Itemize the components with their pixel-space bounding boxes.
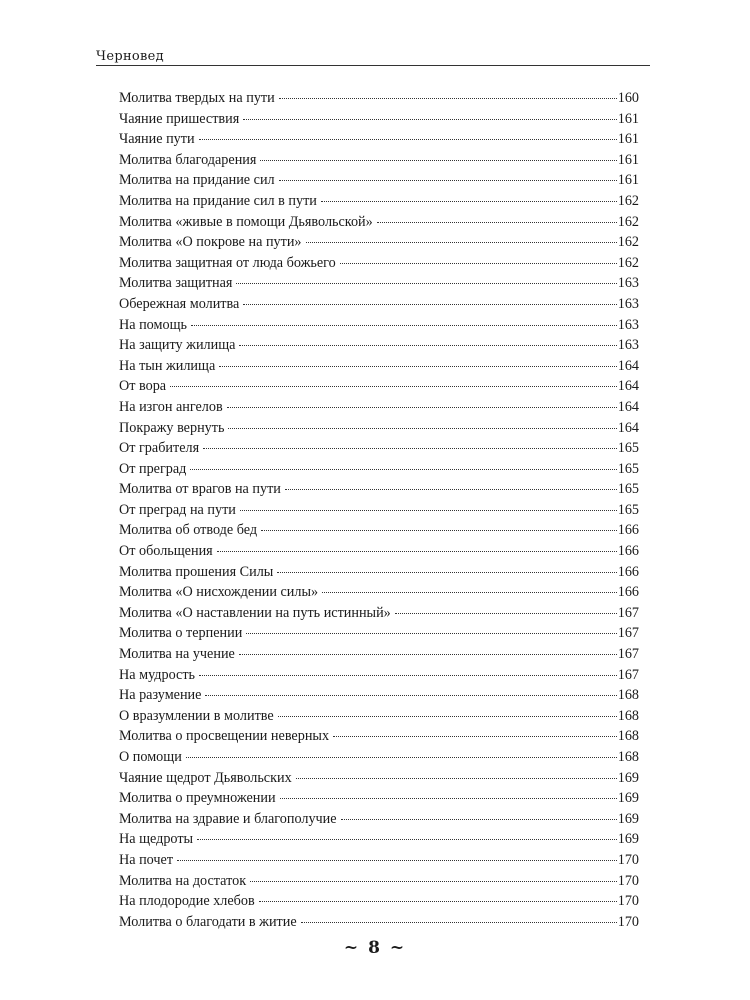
toc-entry — [119, 603, 639, 624]
dot-leader — [259, 901, 617, 902]
dot-leader — [261, 530, 617, 531]
dot-leader — [246, 633, 616, 634]
toc-entry-page: 170 — [617, 913, 639, 930]
toc-entry-title: Молитва «О наставлении на путь истинный» — [119, 604, 391, 621]
toc-entry-title: О вразумлении в молитве — [119, 707, 274, 724]
toc-entry — [119, 273, 639, 294]
toc-entry — [119, 520, 639, 541]
dot-leader — [377, 222, 617, 223]
toc-entry-title: Молитва от врагов на пути — [119, 481, 281, 498]
toc-entry-page: 166 — [617, 584, 639, 601]
dot-leader — [228, 428, 616, 429]
toc-entry-title: На защиту жилища — [119, 337, 236, 354]
toc-entry-page: 163 — [617, 295, 639, 312]
toc-entry — [119, 891, 639, 912]
toc-entry — [119, 871, 639, 892]
toc-entry-page: 162 — [617, 213, 639, 230]
toc-entry-title: Молитва на придание сил в пути — [119, 192, 317, 209]
toc-entry-title: Чаяние пути — [119, 131, 195, 148]
dot-leader — [322, 592, 617, 593]
toc-entry — [119, 191, 639, 212]
toc-entry-page: 168 — [617, 707, 639, 724]
toc-entry-page: 170 — [617, 851, 639, 868]
toc-entry-title: Молитва о преумножении — [119, 790, 276, 807]
toc-entry-title: Молитва об отводе бед — [119, 522, 258, 539]
toc-entry — [119, 232, 639, 253]
toc-entry — [119, 582, 639, 603]
dot-leader — [280, 798, 617, 799]
dot-leader — [170, 386, 617, 387]
dot-leader — [205, 695, 616, 696]
header-rule — [96, 65, 650, 66]
toc-entry-page: 167 — [617, 625, 639, 642]
toc-entry-page: 164 — [617, 398, 639, 415]
toc-entry-title: Молитва на достаток — [119, 872, 247, 889]
toc-entry-title: Молитва о просвещении неверных — [119, 728, 330, 745]
toc-entry-page: 170 — [617, 893, 639, 910]
toc-entry — [119, 706, 639, 727]
dot-leader — [243, 119, 616, 120]
toc-entry-title: Молитва о терпении — [119, 625, 243, 642]
toc-entry — [119, 850, 639, 871]
dot-leader — [239, 654, 617, 655]
dot-leader — [341, 819, 617, 820]
dot-leader — [279, 98, 617, 99]
toc-entry — [119, 88, 639, 109]
toc-entry-title: На почет — [119, 851, 174, 868]
toc-entry-title: Молитва о благодати в житие — [119, 913, 297, 930]
toc-entry-title: Молитва «живые в помощи Дьявольской» — [119, 213, 373, 230]
toc-entry-page: 168 — [617, 687, 639, 704]
dot-leader — [177, 860, 617, 861]
toc-entry — [119, 912, 639, 933]
toc-entry-page: 165 — [617, 501, 639, 518]
toc-entry-title: На мудрость — [119, 666, 195, 683]
toc-entry — [119, 459, 639, 480]
toc-entry-title: Чаяние щедрот Дьявольских — [119, 769, 292, 786]
toc-entry-page: 162 — [617, 192, 639, 209]
toc-entry-title: От преград — [119, 460, 187, 477]
dot-leader — [260, 160, 616, 161]
toc-entry — [119, 726, 639, 747]
dot-leader — [296, 778, 617, 779]
dot-leader — [199, 675, 617, 676]
dot-leader — [333, 736, 617, 737]
toc-entry-title: Молитва благодарения — [119, 151, 257, 168]
toc-entry-page: 166 — [617, 522, 639, 539]
dot-leader — [240, 510, 617, 511]
toc-entry-title: Молитва «О покрове на пути» — [119, 234, 302, 251]
toc-entry — [119, 562, 639, 583]
toc-entry-page: 164 — [617, 419, 639, 436]
dot-leader — [340, 263, 617, 264]
toc-entry-page: 161 — [617, 172, 639, 189]
toc-entry-title: Молитва защитная — [119, 275, 233, 292]
toc-entry-title: Молитва на придание сил — [119, 172, 275, 189]
toc-entry-page: 165 — [617, 440, 639, 457]
toc-entry-title: На щедроты — [119, 831, 194, 848]
page-number: ~ 8 ~ — [343, 938, 407, 958]
toc-entry — [119, 809, 639, 830]
toc-entry-title: Молитва защитная от люда божьего — [119, 254, 336, 271]
toc-entry-title: На разумение — [119, 687, 202, 704]
dot-leader — [191, 325, 617, 326]
toc-entry-page: 161 — [617, 110, 639, 127]
toc-entry-page: 167 — [617, 666, 639, 683]
toc-entry-title: От грабителя — [119, 440, 200, 457]
toc-entry — [119, 129, 639, 150]
toc-entry-page: 164 — [617, 357, 639, 374]
toc-entry-title: Молитва на учение — [119, 646, 235, 663]
toc-entry — [119, 479, 639, 500]
toc-entry — [119, 253, 639, 274]
dot-leader — [199, 139, 617, 140]
toc-entry-title: На изгон ангелов — [119, 398, 223, 415]
dot-leader — [236, 283, 616, 284]
toc-entry-title: Покражу вернуть — [119, 419, 225, 436]
dot-leader — [277, 572, 616, 573]
toc-entry — [119, 418, 639, 439]
toc-entry-page: 163 — [617, 316, 639, 333]
toc-entry-page: 163 — [617, 337, 639, 354]
table-of-contents — [119, 88, 639, 932]
dot-leader — [227, 407, 617, 408]
toc-entry-page: 162 — [617, 254, 639, 271]
toc-entry-page: 168 — [617, 749, 639, 765]
dot-leader — [250, 881, 617, 882]
toc-entry — [119, 170, 639, 191]
dot-leader — [239, 345, 616, 346]
dot-leader — [321, 201, 617, 202]
toc-entry-page: 170 — [617, 872, 639, 889]
toc-entry-page: 166 — [617, 543, 639, 560]
toc-entry-title: От вора — [119, 378, 167, 395]
dot-leader — [306, 242, 617, 243]
toc-entry-page: 165 — [617, 481, 639, 498]
toc-entry — [119, 335, 639, 356]
toc-entry-page: 166 — [617, 563, 639, 580]
toc-entry — [119, 768, 639, 789]
toc-entry — [119, 665, 639, 686]
toc-entry — [119, 685, 639, 706]
toc-entry — [119, 500, 639, 521]
toc-entry-title: Молитва «О нисхождении силы» — [119, 584, 319, 601]
toc-entry-title: От преград на пути — [119, 501, 236, 518]
toc-entry-title: Молитва на здравие и благополучие — [119, 810, 337, 827]
toc-entry — [119, 397, 639, 418]
toc-entry-page: 164 — [617, 378, 639, 395]
toc-entry-page: 169 — [617, 769, 639, 786]
toc-entry-title: От обольщения — [119, 543, 213, 560]
toc-entry-title: На помощь — [119, 316, 187, 333]
toc-entry-title: Молитва прошения Силы — [119, 563, 274, 580]
toc-entry-title: Чаяние пришествия — [119, 110, 240, 127]
toc-entry-page: 163 — [617, 275, 639, 292]
toc-entry — [119, 623, 639, 644]
toc-entry-title: О помощи — [119, 749, 182, 765]
toc-entry-title: Молитва твердых на пути — [119, 90, 275, 106]
toc-entry — [119, 150, 639, 171]
toc-entry-page: 167 — [617, 604, 639, 621]
dot-leader — [203, 448, 617, 449]
dot-leader — [279, 180, 617, 181]
toc-entry-title: Обережная молитва — [119, 295, 240, 312]
toc-entry-page: 168 — [617, 728, 639, 745]
toc-entry — [119, 541, 639, 562]
dot-leader — [186, 757, 617, 758]
toc-entry — [119, 829, 639, 850]
toc-entry-page: 161 — [617, 131, 639, 148]
toc-entry-page: 169 — [617, 810, 639, 827]
dot-leader — [219, 366, 616, 367]
toc-entry — [119, 438, 639, 459]
dot-leader — [190, 469, 616, 470]
toc-entry-page: 167 — [617, 646, 639, 663]
dot-leader — [243, 304, 616, 305]
toc-entry — [119, 212, 639, 233]
toc-entry — [119, 294, 639, 315]
toc-entry — [119, 747, 639, 768]
toc-entry-page: 160 — [617, 90, 639, 106]
dot-leader — [278, 716, 617, 717]
dot-leader — [197, 839, 617, 840]
toc-entry — [119, 109, 639, 130]
toc-entry-title: На плодородие хлебов — [119, 893, 255, 910]
toc-entry — [119, 644, 639, 665]
toc-entry — [119, 376, 639, 397]
dot-leader — [285, 489, 617, 490]
toc-entry-page: 165 — [617, 460, 639, 477]
dot-leader — [301, 922, 617, 923]
toc-entry — [119, 788, 639, 809]
running-head: Черновед — [96, 49, 164, 64]
toc-entry-page: 169 — [617, 790, 639, 807]
toc-entry-page: 162 — [617, 234, 639, 251]
toc-entry — [119, 315, 639, 336]
toc-entry-page: 169 — [617, 831, 639, 848]
toc-entry-page: 161 — [617, 151, 639, 168]
dot-leader — [395, 613, 617, 614]
toc-entry-title: На тын жилища — [119, 357, 216, 374]
toc-entry — [119, 356, 639, 377]
dot-leader — [217, 551, 617, 552]
